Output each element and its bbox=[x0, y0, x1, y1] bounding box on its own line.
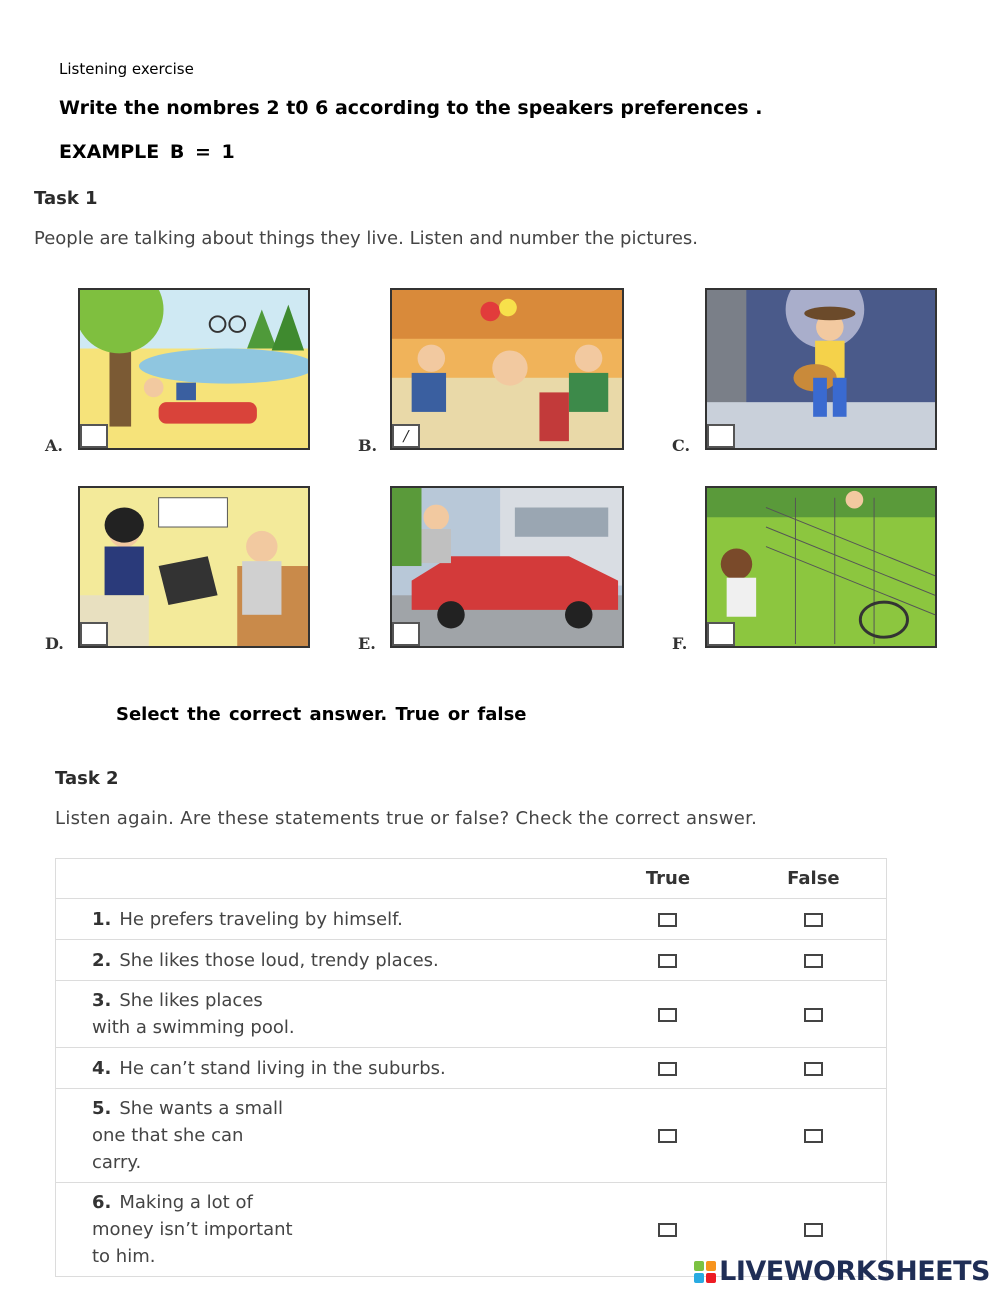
task1-title: Task 1 bbox=[34, 188, 98, 209]
concert-illustration bbox=[707, 290, 935, 448]
picture-park-reading bbox=[78, 288, 310, 450]
statement-number: 4. bbox=[92, 1057, 112, 1079]
picture-restaurant-party bbox=[390, 288, 624, 450]
instruction-text: Write the nombres 2 t0 6 according to the speakers preferences . bbox=[59, 97, 763, 119]
worksheet-title: Listening exercise bbox=[59, 60, 194, 78]
true-cell bbox=[595, 981, 741, 1048]
answer-box-b[interactable]: / bbox=[392, 424, 420, 448]
car-repair-illustration bbox=[392, 488, 622, 646]
true-cell bbox=[595, 940, 741, 981]
statement-cell bbox=[56, 940, 596, 981]
statement-number: 5. bbox=[92, 1098, 112, 1119]
statement-text: She likes places with a swimming pool. bbox=[92, 990, 295, 1038]
liveworksheets-logo bbox=[694, 1256, 990, 1287]
answer-box-d[interactable] bbox=[80, 622, 108, 646]
statement-text: Making a lot of money isn’t important to him. bbox=[92, 1192, 293, 1267]
table-row bbox=[56, 1048, 887, 1089]
table-header-row bbox=[56, 859, 887, 899]
true-false-instruction: Select the correct answer. True or false bbox=[116, 704, 527, 725]
picture-letter-d: D. bbox=[45, 634, 64, 653]
false-checkbox-1[interactable] bbox=[804, 913, 823, 927]
logo-mark-red bbox=[706, 1273, 716, 1283]
statement-text: She wants a small one that she can carry. bbox=[92, 1098, 284, 1173]
picture-letter-b: B. bbox=[358, 436, 378, 455]
logo-mark-green bbox=[694, 1261, 704, 1271]
false-cell bbox=[741, 940, 887, 981]
table-row bbox=[56, 899, 887, 940]
statement-number: 6. bbox=[92, 1192, 112, 1213]
true-cell bbox=[595, 899, 741, 940]
statement-cell bbox=[56, 1048, 596, 1089]
true-checkbox-4[interactable] bbox=[658, 1062, 677, 1076]
logo-mark-orange bbox=[706, 1261, 716, 1271]
office-illustration bbox=[80, 488, 308, 646]
park-illustration bbox=[80, 290, 308, 448]
statement-text: She likes those loud, trendy places. bbox=[119, 949, 439, 971]
answer-box-f[interactable] bbox=[707, 622, 735, 646]
statement-cell bbox=[56, 1183, 596, 1277]
false-checkbox-3[interactable] bbox=[804, 1008, 823, 1022]
picture-letter-a: A. bbox=[45, 436, 63, 455]
true-cell bbox=[595, 1048, 741, 1089]
statement-number: 3. bbox=[92, 990, 112, 1011]
false-cell bbox=[741, 899, 887, 940]
statement-number: 1. bbox=[92, 908, 112, 930]
picture-tennis bbox=[705, 486, 937, 648]
false-checkbox-4[interactable] bbox=[804, 1062, 823, 1076]
picture-car-repair bbox=[390, 486, 624, 648]
true-checkbox-5[interactable] bbox=[658, 1129, 677, 1143]
statement-cell bbox=[56, 1089, 596, 1183]
picture-office-laptop bbox=[78, 486, 310, 648]
column-false: False bbox=[741, 859, 887, 899]
task2-title: Task 2 bbox=[55, 768, 119, 789]
table-row bbox=[56, 981, 887, 1048]
statement-cell bbox=[56, 981, 596, 1048]
true-checkbox-6[interactable] bbox=[658, 1223, 677, 1237]
picture-letter-c: C. bbox=[672, 436, 691, 455]
statement-text: He can’t stand living in the suburbs. bbox=[119, 1057, 446, 1079]
statement-number: 2. bbox=[92, 949, 112, 971]
logo-mark-icon bbox=[694, 1261, 716, 1283]
false-cell bbox=[741, 1048, 887, 1089]
false-cell bbox=[741, 1089, 887, 1183]
statement-cell bbox=[56, 899, 596, 940]
picture-letter-f: F. bbox=[672, 634, 688, 653]
task2-subtitle: Listen again. Are these statements true or false? Check the correct answer. bbox=[55, 808, 758, 829]
logo-mark-blue bbox=[694, 1273, 704, 1283]
table-header-statement bbox=[56, 859, 596, 899]
party-illustration bbox=[392, 290, 622, 448]
column-true: True bbox=[595, 859, 741, 899]
example-text: EXAMPLE B = 1 bbox=[59, 141, 235, 163]
false-checkbox-2[interactable] bbox=[804, 954, 823, 968]
true-false-table bbox=[55, 858, 887, 1277]
statement-text: He prefers traveling by himself. bbox=[119, 908, 403, 930]
false-checkbox-6[interactable] bbox=[804, 1223, 823, 1237]
table-row bbox=[56, 1089, 887, 1183]
task1-subtitle: People are talking about things they live. Listen and number the pictures. bbox=[34, 228, 699, 249]
tennis-illustration bbox=[707, 488, 935, 646]
true-cell bbox=[595, 1089, 741, 1183]
table-row bbox=[56, 940, 887, 981]
true-checkbox-2[interactable] bbox=[658, 954, 677, 968]
answer-box-a[interactable] bbox=[80, 424, 108, 448]
picture-letter-e: E. bbox=[358, 634, 376, 653]
logo-text: LIVEWORKSHEETS bbox=[719, 1256, 990, 1287]
answer-box-e[interactable] bbox=[392, 622, 420, 646]
true-checkbox-3[interactable] bbox=[658, 1008, 677, 1022]
true-checkbox-1[interactable] bbox=[658, 913, 677, 927]
answer-box-c[interactable] bbox=[707, 424, 735, 448]
false-cell bbox=[741, 981, 887, 1048]
false-checkbox-5[interactable] bbox=[804, 1129, 823, 1143]
picture-concert-singer bbox=[705, 288, 937, 450]
